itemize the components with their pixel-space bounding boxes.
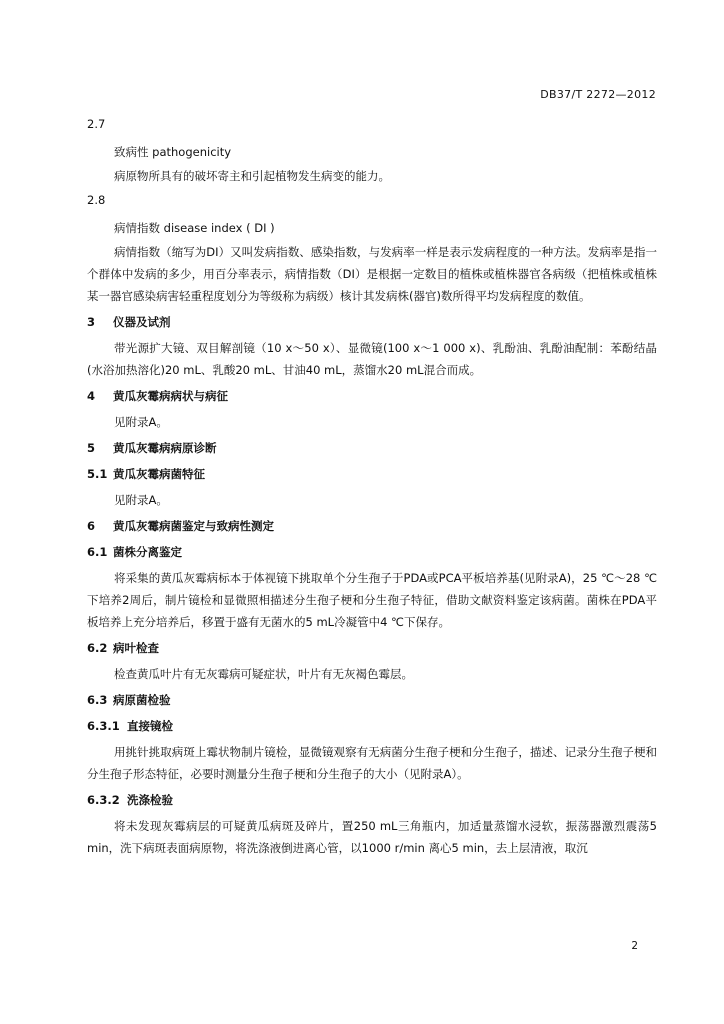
section-title: 洗涤检验 bbox=[127, 793, 173, 807]
subsection-heading bbox=[87, 641, 657, 655]
section-heading bbox=[87, 441, 657, 455]
term-definition: 病情指数（缩写为DI）又叫发病指数、感染指数，与发病率一样是表示发病程度的一种方法。发病率是指一个群体中发病的多少，用百分率表示，病情指数（DI）是根据一定数目的植株或植株器官各病级（把植株或植株某一器官感染病害轻重程度划分为等级称为病级）核计其发病株(器官)数所得平均发病程度的数值。 bbox=[87, 245, 657, 303]
subsection-heading bbox=[87, 467, 657, 481]
subsection-heading bbox=[87, 693, 657, 707]
paragraph: 见附录A。 bbox=[114, 415, 168, 429]
paragraph: 用挑针挑取病斑上霉状物制片镜检，显微镜观察有无病菌分生孢子梗和分生孢子，描述、记录分生孢子梗和分生孢子形态特征，必要时测量分生孢子梗和分生孢子的大小（见附录A）。 bbox=[87, 745, 657, 781]
section-title: 黄瓜灰霉病菌鉴定与致病性测定 bbox=[113, 519, 274, 533]
subsection-heading bbox=[87, 545, 657, 559]
term-entry: 病情指数 disease index ( DI ) bbox=[114, 221, 275, 235]
section-title: 黄瓜灰霉病菌特征 bbox=[113, 467, 205, 481]
section-title: 黄瓜灰霉病病原诊断 bbox=[113, 441, 217, 455]
section-number: 3 bbox=[87, 315, 96, 329]
paragraph: 检查黄瓜叶片有无灰霉病可疑症状，叶片有无灰褐色霉层。 bbox=[114, 667, 413, 681]
page-number: 2 bbox=[631, 940, 638, 952]
paragraph: 见附录A。 bbox=[114, 493, 168, 507]
section-number: 6.2 bbox=[87, 641, 108, 655]
standard-code-header: DB37/T 2272—2012 bbox=[540, 88, 656, 101]
clause-number: 2.8 bbox=[87, 193, 106, 207]
paragraph: 将未发现灰霉病层的可疑黄瓜病斑及碎片，置250 mL三角瓶内，加适量蒸馏水浸软，振荡器激烈震荡5 min，洗下病斑表面病原物，将洗涤液倒进离心管，以1000 r/min 离心5 min，去上层清液，取沉 bbox=[87, 819, 657, 855]
section-number: 6.3 bbox=[87, 693, 108, 707]
paragraph: 带光源扩大镜、双目解剖镜（10 x～50 x）、显微镜(100 x～1 000 x)、乳酚油、乳酚油配制：苯酚结晶(水浴加热溶化)20 mL、乳酸20 mL、甘油40 mL，蒸馏水20 mL混合而成。 bbox=[87, 341, 657, 377]
section-heading bbox=[87, 389, 657, 403]
section-number: 5 bbox=[87, 441, 96, 455]
subsubsection-heading bbox=[87, 719, 657, 733]
clause-number: 2.7 bbox=[87, 117, 106, 131]
section-number: 6 bbox=[87, 519, 96, 533]
section-title: 仪器及试剂 bbox=[113, 315, 171, 329]
section-title: 直接镜检 bbox=[127, 719, 173, 733]
section-number: 5.1 bbox=[87, 467, 108, 481]
section-number: 6.1 bbox=[87, 545, 108, 559]
subsubsection-heading bbox=[87, 793, 657, 807]
section-title: 病原菌检验 bbox=[113, 693, 171, 707]
term-entry: 致病性 pathogenicity bbox=[114, 145, 232, 159]
section-number: 6.3.1 bbox=[87, 719, 120, 733]
paragraph: 将采集的黄瓜灰霉病标本于体视镜下挑取单个分生孢子于PDA或PCA平板培养基(见附录A)，25 ℃～28 ℃下培养2周后，制片镜检和显微照相描述分生孢子梗和分生孢子特征，借助文献资料鉴定该病菌。菌株在PDA平板培养上充分培养后，移置于盛有无菌水的5 mL冷凝管中4 ℃下保存。 bbox=[87, 571, 657, 629]
section-number: 6.3.2 bbox=[87, 793, 120, 807]
section-number: 4 bbox=[87, 389, 96, 403]
document-body bbox=[87, 117, 657, 859]
section-title: 病叶检查 bbox=[113, 641, 159, 655]
term-definition: 病原物所具有的破坏寄主和引起植物发生病变的能力。 bbox=[114, 169, 390, 183]
section-title: 黄瓜灰霉病病状与病征 bbox=[113, 389, 228, 403]
section-heading bbox=[87, 315, 657, 329]
section-heading bbox=[87, 519, 657, 533]
section-title: 菌株分离鉴定 bbox=[113, 545, 182, 559]
